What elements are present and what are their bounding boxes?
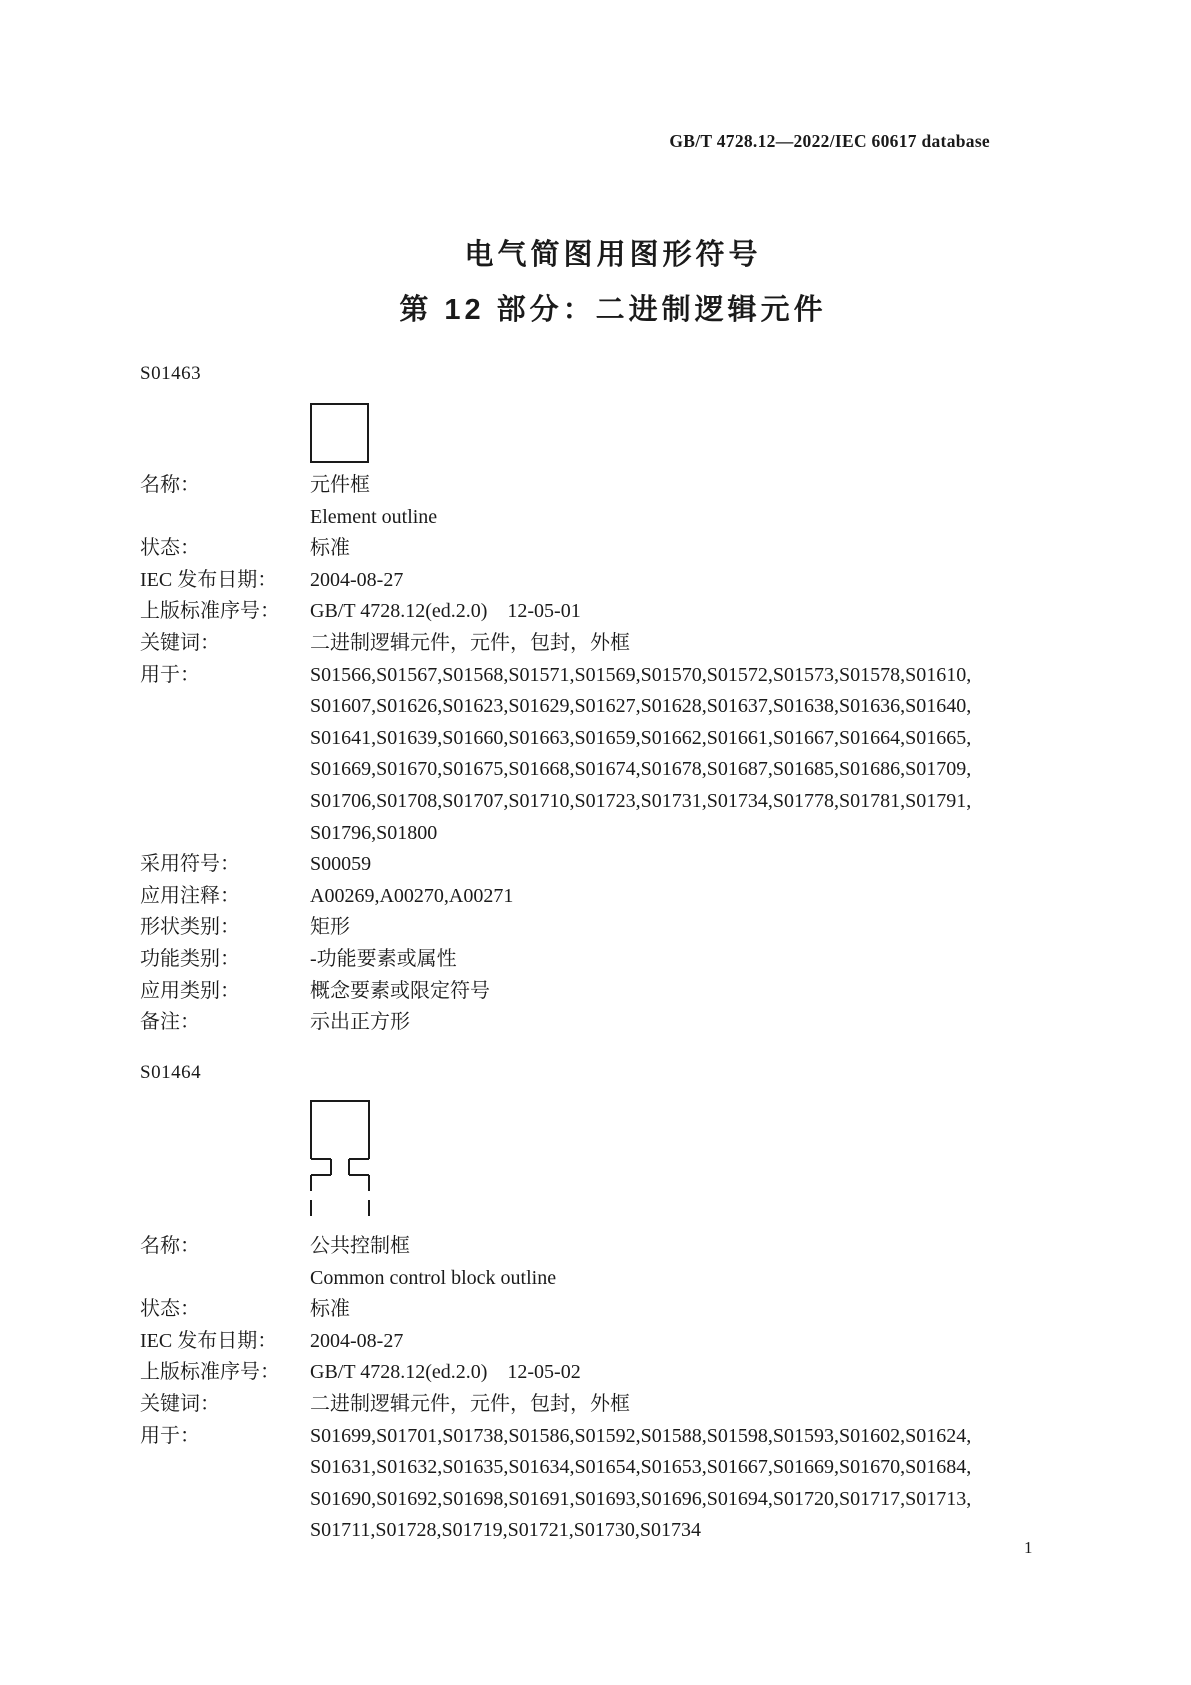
field-label: 功能类别： [140,947,240,970]
title-line-1: 电气简图用图形符号 [464,239,762,271]
field-label: 应用类别： [140,979,240,1002]
field-row [140,912,1065,944]
field-value [310,1389,1065,1421]
field-value-line: 二进制逻辑元件，元件，包封，外框 [310,1392,630,1415]
field-value-line: S01690,S01692,S01698,S01691,S01693,S01696,S01694,S01720,S01717,S01713, [310,1487,972,1510]
field-value-line: S01669,S01670,S01675,S01668,S01674,S01678,S01687,S01685,S01686,S01709, [310,758,972,781]
field-value [310,849,1065,881]
field-value-line: S01699,S01701,S01738,S01586,S01592,S01588,S01598,S01593,S01602,S01624, [310,1424,972,1447]
field-value-line: A00269,A00270,A00271 [310,884,514,907]
field-value [310,1326,1065,1358]
field-value-line: S01607,S01626,S01623,S01629,S01627,S01628,S01637,S01638,S01636,S01640, [310,695,972,718]
field-value-line: 标准 [310,537,350,560]
field-value [310,976,1065,1008]
field-rows [140,1231,1065,1547]
field-label: 应用注释： [140,884,240,907]
element-outline-square-symbol [310,403,370,464]
document-title [140,228,1086,338]
field-value [310,1421,1065,1547]
field-row [140,881,1065,913]
field-label: 形状类别： [140,916,240,939]
field-value-line: 元件框 [310,474,370,496]
field-value [310,881,1065,913]
field-row [140,470,1065,533]
title-line-2: 第 12 部分：二进制逻辑元件 [399,294,827,326]
field-value-line: 公共控制框 [310,1235,410,1257]
field-value-line: S00059 [310,853,372,876]
field-label: 用于： [140,1424,200,1447]
field-label: 上版标准序号： [140,1361,280,1384]
standard-number-header: GB/T 4728.12—2022/IEC 60617 database [669,131,990,151]
field-value [310,628,1065,660]
field-value [310,1294,1065,1326]
field-value [310,470,1065,533]
symbol-id: S01463 [140,363,202,384]
field-rows [140,470,1065,1039]
field-value-line: 2004-08-27 [310,1329,404,1352]
field-value-line: Element outline [310,505,438,528]
field-row [140,565,1065,597]
field-value-line: 示出正方形 [310,1011,410,1034]
field-row [140,1294,1065,1326]
field-label: IEC 发布日期： [140,568,278,591]
field-value-line: 2004-08-27 [310,568,404,591]
field-value-line: S01711,S01728,S01719,S01721,S01730,S01734 [310,1519,701,1542]
field-label: 上版标准序号： [140,600,280,623]
field-value-line: GB/T 4728.12(ed.2.0) 12-05-02 [310,1361,581,1384]
field-value-line: S01631,S01632,S01635,S01634,S01654,S01653,S01667,S01669,S01670,S01684, [310,1456,972,1479]
field-value-line: -功能要素或属性 [310,947,457,970]
field-label: IEC 发布日期： [140,1329,278,1352]
field-label: 关键词： [140,631,220,654]
field-row [140,1231,1065,1294]
field-value-line: GB/T 4728.12(ed.2.0) 12-05-01 [310,600,581,623]
field-label: 状态： [140,1298,200,1321]
field-row [140,1007,1065,1039]
field-value-line: S01641,S01639,S01660,S01663,S01659,S01662,S01661,S01667,S01664,S01665, [310,726,972,749]
field-value [310,533,1065,565]
symbol-id: S01464 [140,1062,202,1083]
field-label: 名称： [140,474,200,496]
field-label: 名称： [140,1235,200,1257]
field-value [310,944,1065,976]
field-row [140,596,1065,628]
field-row [140,533,1065,565]
field-value [310,1231,1065,1294]
field-value-line: 矩形 [310,916,350,939]
field-label: 采用符号： [140,853,240,876]
field-value-line: S01566,S01567,S01568,S01571,S01569,S01570,S01572,S01573,S01578,S01610, [310,663,972,686]
field-row [140,660,1065,850]
field-row [140,976,1065,1008]
field-value [310,1007,1065,1039]
field-row [140,849,1065,881]
field-value-line: S01796,S01800 [310,821,438,844]
field-label: 用于： [140,663,200,686]
page-number: 1 [1024,1538,1033,1557]
field-value-line: 标准 [310,1298,350,1321]
symbol-entry-s01464 [140,1062,1065,1547]
field-row [140,1326,1065,1358]
field-value-line: 二进制逻辑元件，元件，包封，外框 [310,631,630,654]
field-row [140,1357,1065,1389]
field-row [140,944,1065,976]
common-control-block-symbol [310,1100,371,1223]
field-value [310,565,1065,597]
field-value-line: Common control block outline [310,1266,557,1289]
field-value [310,660,1065,850]
field-label: 关键词： [140,1392,220,1415]
field-value [310,596,1065,628]
field-row [140,1389,1065,1421]
symbol-entry-s01463 [140,363,1065,1039]
field-label: 备注： [140,1011,200,1034]
field-value [310,1357,1065,1389]
field-value [310,912,1065,944]
field-label: 状态： [140,537,200,560]
field-row [140,628,1065,660]
field-value-line: 概念要素或限定符号 [310,979,490,1002]
field-row [140,1421,1065,1547]
field-value-line: S01706,S01708,S01707,S01710,S01723,S01731,S01734,S01778,S01781,S01791, [310,789,972,812]
